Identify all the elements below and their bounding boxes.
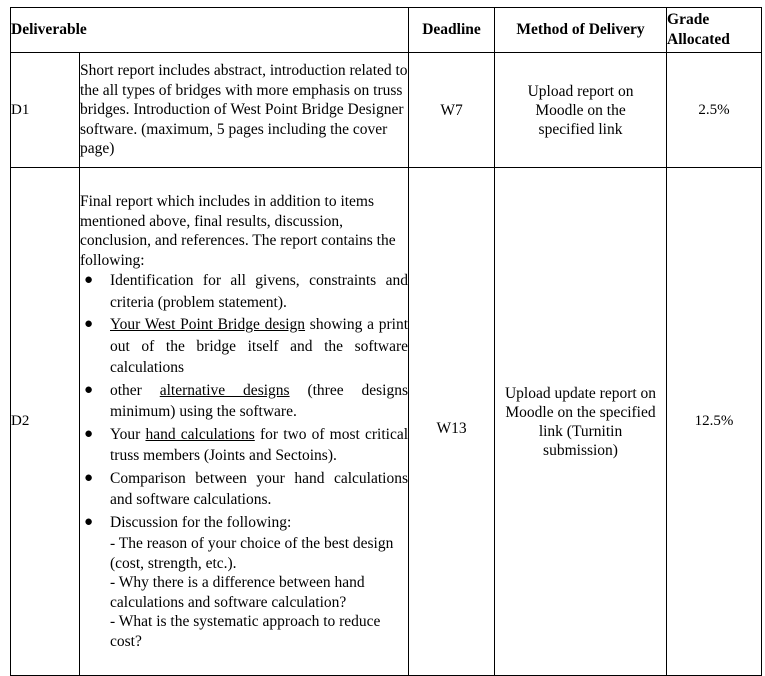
header-grade-line1: Grade [667,11,710,28]
list-item: ● other alternative designs (three designs minimum) using the software. [84,381,409,420]
discussion-points [110,534,408,651]
description-intro: Final report which includes in addition to items mentioned above, final results, discussion, conclusion, and references. The report contains the following: [80,193,396,269]
grade-cell: 12.5% [667,168,762,676]
deliverable-description: Short report includes abstract, introduction related to the all types of bridges with more emphasis on truss bridges. Introduction of West Point Bridge Designer software. (maximum, 5 pages including the cover page) [80,53,409,168]
header-deadline: Deadline [409,8,495,53]
discussion-point: - Why there is a difference between hand calculations and software calculation? [110,574,365,611]
list-item: ● Identification for all givens, constraints and criteria (problem statement). [84,272,409,311]
method-cell: Upload update report on Moodle on the specified link (Turnitin submission) [495,168,667,676]
deadline-cell: W13 [409,168,495,676]
header-grade-line2: Allocated [667,31,730,48]
table-row-d2 [11,168,762,676]
table-row-d1 [11,53,762,168]
requirements-list [80,270,408,533]
header-deliverable: Deliverable [11,8,409,53]
bullet-icon: ● [84,316,94,332]
table-header-row [11,8,762,53]
grade-cell: 2.5% [667,53,762,168]
deadline-cell: W7 [409,53,495,168]
list-item: ● Discussion for the following: [80,512,408,534]
bullet-icon: ● [84,425,94,442]
bullet-icon: ● [84,513,94,530]
deliverable-label: D1 [11,53,80,168]
header-grade [667,8,762,53]
list-item: ● Your hand calculations for two of most critical truss members (Joints and Sectoins). [84,425,409,464]
discussion-point: - The reason of your choice of the best design (cost, strength, etc.). [110,535,394,572]
deliverables-table [10,7,762,676]
underlined-term: alternative designs [159,381,290,399]
underlined-term: hand calculations [145,425,255,443]
discussion-point: - What is the systematic approach to reduce cost? [110,613,381,650]
list-item: ● Comparison between your hand calculations and software calculations. [84,469,409,508]
bullet-icon: ● [84,381,94,398]
method-cell: Upload report on Moodle on the specified link [495,53,667,168]
bullet-icon: ● [84,469,94,486]
list-item: ● Your West Point Bridge design showing a print out of the bridge itself and the software calculations [84,316,409,376]
deliverable-label: D2 [11,168,80,676]
header-method: Method of Delivery [495,8,667,53]
bullet-icon: ● [84,272,94,288]
underlined-term: Your West Point Bridge design [110,316,306,333]
deliverable-description [80,168,409,676]
